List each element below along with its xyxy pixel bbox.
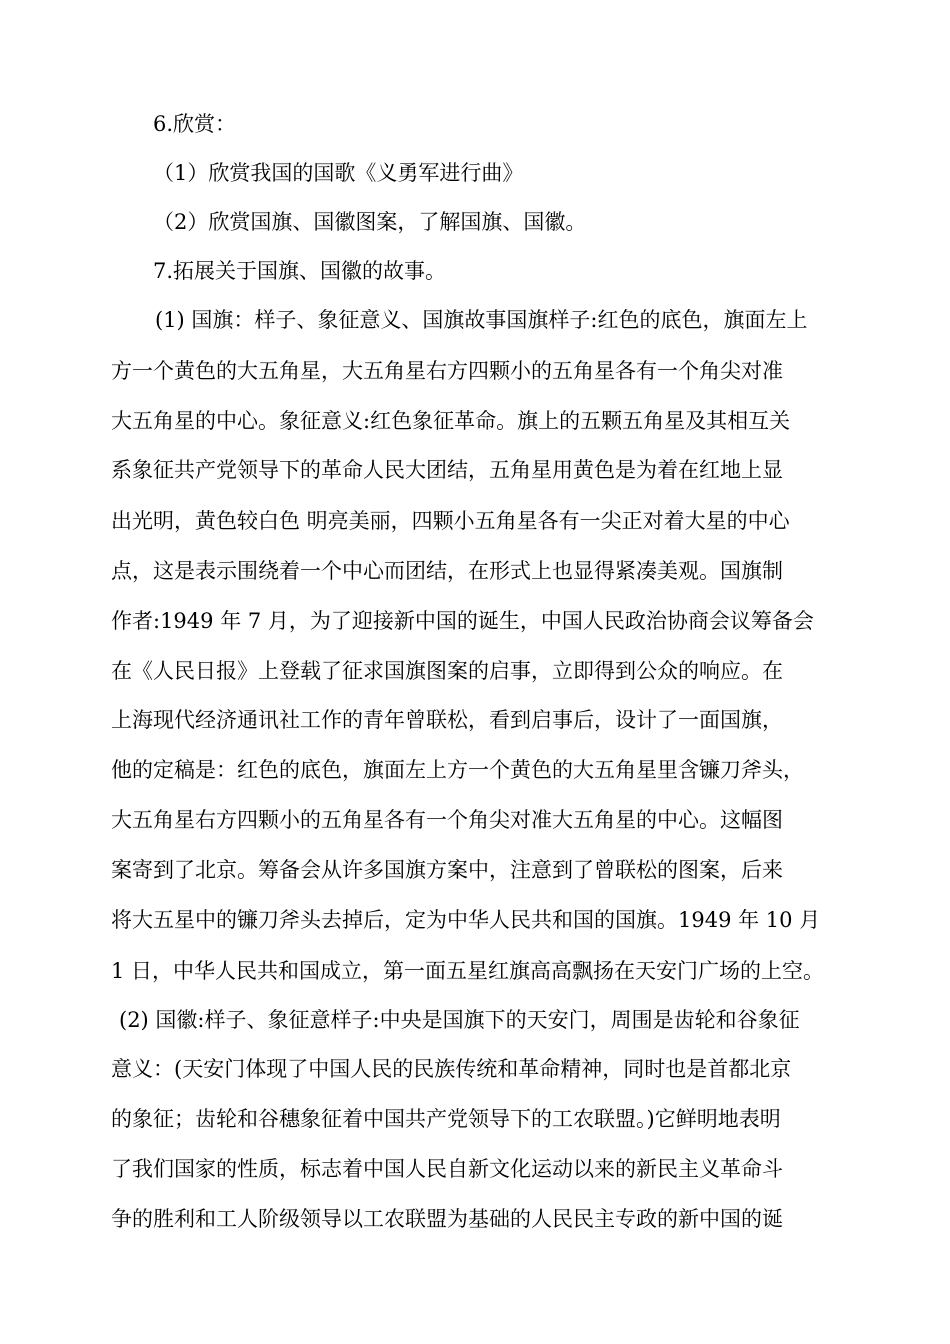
list-item-anthem: （1）欣赏我国的国歌《义勇军进行曲》 [153, 161, 524, 185]
paragraph-flag-line: 1 日，中华人民共和国成立，第一面五星红旗高高飘扬在天安门广场的上空。 [111, 959, 825, 983]
paragraph-flag-line: 点，这是表示围绕着一个中心而团结，在形式上也显得紧凑美观。国旗制 [111, 559, 783, 583]
paragraph-flag-line: 出光明，黄色较白色 明亮美丽，四颗小五角星各有一尖正对着大星的中心 [111, 509, 790, 533]
paragraph-flag-line: 系象征共产党领导下的革命人民大团结，五角星用黄色是为着在红地上显 [111, 458, 783, 482]
heading-extension: 7.拓展关于国旗、国徽的故事。 [153, 259, 447, 283]
paragraph-emblem-line: 意义：(天安门体现了中国人民的民族传统和革命精神，同时也是首都北京 [111, 1057, 792, 1081]
paragraph-flag-line: 将大五星中的镰刀斧头去掉后，定为中华人民共和国的国旗。1949 年 10 月 [111, 908, 821, 932]
paragraph-flag-line: 他的定稿是：红色的底色，旗面左上方一个黄色的大五角星里含镰刀斧头， [111, 758, 804, 782]
heading-appreciation: 6.欣赏： [153, 112, 237, 136]
paragraph-flag-line: 上海现代经济通讯社工作的青年曾联松，看到启事后，设计了一面国旗， [111, 708, 783, 732]
paragraph-emblem-line: 了我们国家的性质，标志着中国人民自新文化运动以来的新民主义革命斗 [111, 1157, 783, 1181]
paragraph-flag-line: 方一个黄色的大五角星，大五角星右方四颗小的五角星各有一个角尖对准 [111, 359, 783, 383]
paragraph-flag-line: 案寄到了北京。筹备会从许多国旗方案中，注意到了曾联松的图案，后来 [111, 858, 783, 882]
paragraph-flag-line: 在《人民日报》上登载了征求国旗图案的启事，立即得到公众的响应。在 [111, 659, 783, 683]
paragraph-flag-line: 大五角星右方四颗小的五角星各有一个角尖对准大五角星的中心。这幅图 [111, 808, 783, 832]
list-item-flag-emblem: （2）欣赏国旗、国徽图案，了解国旗、国徽。 [153, 210, 587, 234]
paragraph-flag-line: 大五角星的中心。象征意义:红色象征革命。旗上的五颗五角星及其相互关 [111, 409, 791, 433]
paragraph-flag-line: (1) 国旗：样子、象征意义、国旗故事国旗样子:红色的底色，旗面左上 [155, 308, 808, 332]
paragraph-emblem-line: 的象征；齿轮和谷穗象征着中国共产党领导下的工农联盟。)它鲜明地表明 [111, 1107, 781, 1131]
paragraph-emblem-line: (2) 国徽:样子、象征意样子:中央是国旗下的天安门，周围是齿轮和谷象征 [119, 1008, 800, 1032]
paragraph-emblem-line: 争的胜利和工人阶级领导以工农联盟为基础的人民民主专政的新中国的诞 [111, 1207, 783, 1231]
paragraph-flag-line: 作者:1949 年 7 月，为了迎接新中国的诞生，中国人民政治协商会议筹备会 [111, 609, 814, 633]
